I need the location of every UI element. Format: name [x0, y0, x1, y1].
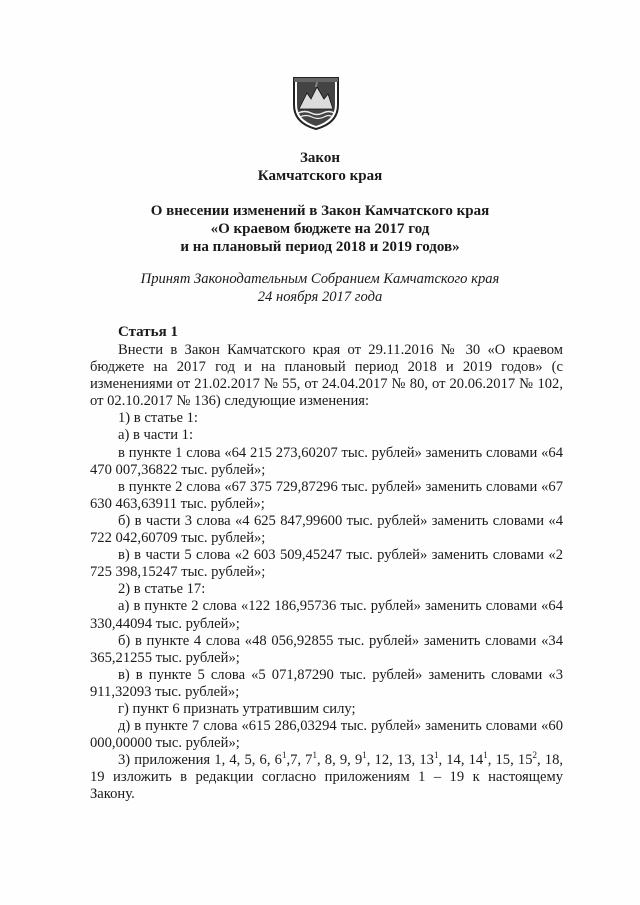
document-region: Камчатского края [257, 168, 383, 184]
adoption-statement: Принят Законодательным Собранием Камчатского края [140, 271, 500, 287]
list-item: б) в части 3 слова «4 625 847,99600 тыс. рублей» заменить словами «4 722 042,60709 тыс. рублей»; [90, 512, 563, 547]
list-item: в) в части 5 слова «2 603 509,45247 тыс. рублей» заменить словами «2 725 398,15247 тыс. рублей»; [90, 547, 563, 581]
list-item: в) в пункте 5 слова «5 071,87290 тыс. рублей» заменить словами «3 911,32093 тыс. рублей»; [90, 666, 563, 700]
appendix-prefix: 3) приложения 1, 4, 5, 6, 6 [118, 752, 282, 769]
article-intro-paragraph: Внести в Закон Камчатского края от 29.11.2016 № 30 «О краевом бюджете на 2017 год и на плановый период 2018 и 2019 годов» (с изменениями от 21.02.2017 № 55, от 24.04.2017 № 80, от 20.06.2017 № 102, от 02.10.2017 № 136) следующие изменения: [90, 342, 563, 410]
list-item: в пункте 2 слова «67 375 729,87296 тыс. рублей» заменить словами «67 630 463,63911 тыс. рублей»; [90, 478, 563, 512]
list-item: а) в части 1: [118, 427, 194, 444]
superscript: 2 [532, 750, 537, 761]
superscript: 1 [281, 750, 287, 761]
coat-of-arms-emblem [291, 75, 341, 131]
list-item: д) в пункте 7 слова «615 286,03294 тыс. рублей» заменить словами «60 000,00000 тыс. рублей»; [90, 718, 563, 752]
appendix-list-item [90, 752, 563, 803]
appendix-text: ,7, 7 [286, 752, 313, 769]
list-item: 2) в статье 17: [118, 581, 206, 598]
superscript: 1 [483, 750, 488, 761]
document-type: Закон [299, 150, 340, 166]
appendix-text: , 8, 9, 9 [316, 752, 363, 769]
list-item: в пункте 1 слова «64 215 273,60207 тыс. рублей» заменить словами «64 470 007,36822 тыс. рублей»; [90, 444, 563, 478]
document-title-line-1: О внесении изменений в Закон Камчатского края [150, 203, 490, 219]
list-item: а) в пункте 2 слова «122 186,95736 тыс. рублей» заменить словами «64 330,44094 тыс. рублей»; [90, 598, 563, 632]
appendix-text: , 12, 13, 13 [366, 752, 434, 769]
article-heading: Статья 1 [118, 324, 178, 340]
article-body [90, 342, 563, 804]
list-item: г) пункт 6 признать утратившим силу; [118, 700, 356, 717]
document-title-line-3: и на плановый период 2018 и 2019 годов» [180, 239, 460, 255]
superscript: 1 [433, 750, 439, 761]
appendix-text: , 15, 15 [487, 752, 533, 769]
appendix-text: , 14, 14 [438, 752, 484, 769]
superscript: 1 [312, 750, 317, 761]
list-item: 1) в статье 1: [118, 410, 198, 427]
document-title-line-2: «О краевом бюджете на 2017 год [210, 221, 430, 237]
appendix-text: , 18, 19 изложить в редакции согласно приложениям 1 – 19 к настоящему Закону. [90, 752, 564, 803]
superscript: 1 [362, 750, 367, 761]
list-item: б) в пункте 4 слова «48 056,92855 тыс. рублей» заменить словами «34 365,21255 тыс. рублей»; [90, 632, 563, 666]
adoption-date: 24 ноября 2017 года [257, 289, 383, 305]
